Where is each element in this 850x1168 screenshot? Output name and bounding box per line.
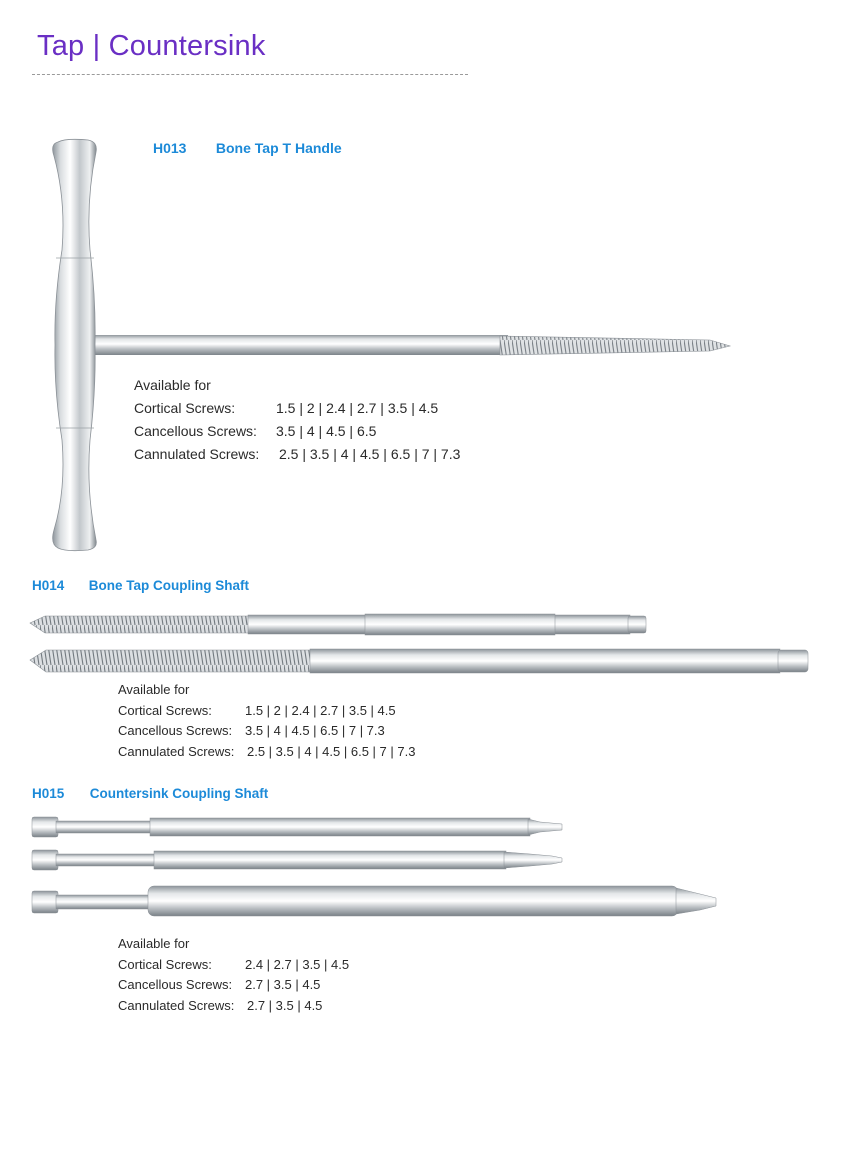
spec-label: Cannulated Screws: <box>118 743 235 759</box>
spec-row <box>134 443 460 466</box>
spec-block-h015 <box>118 934 349 1016</box>
spec-values: 3.5 | 4 | 4.5 | 6.5 <box>276 423 377 439</box>
product-name: Bone Tap T Handle <box>215 140 342 156</box>
product-code: H013 <box>153 140 187 156</box>
available-for-label: Available for <box>118 682 190 697</box>
product-code: H014 <box>32 578 65 593</box>
spec-label: Cortical Screws: <box>118 702 212 718</box>
spec-values: 1.5 | 2 | 2.4 | 2.7 | 3.5 | 4.5 <box>276 400 439 416</box>
spec-row <box>118 742 415 763</box>
spec-values: 2.7 | 3.5 | 4.5 <box>245 977 321 992</box>
spec-values: 2.5 | 3.5 | 4 | 4.5 | 6.5 | 7 | 7.3 <box>279 446 461 462</box>
spec-block-h013 <box>134 374 460 466</box>
page-title: Tap | Countersink <box>37 30 266 62</box>
spec-row <box>118 955 349 976</box>
product-heading-h014 <box>32 578 249 593</box>
product-name: Bone Tap Coupling Shaft <box>88 578 249 593</box>
spec-label: Cortical Screws: <box>134 400 236 416</box>
available-for-label: Available for <box>134 377 211 393</box>
spec-row <box>118 701 415 722</box>
spec-row <box>134 420 460 443</box>
spec-block-h014 <box>118 680 415 762</box>
spec-values: 2.5 | 3.5 | 4 | 4.5 | 6.5 | 7 | 7.3 <box>247 743 416 759</box>
spec-row <box>118 721 415 742</box>
spec-row <box>118 975 349 996</box>
spec-label: Cancellous Screws: <box>134 423 257 439</box>
spec-values: 3.5 | 4 | 4.5 | 6.5 | 7 | 7.3 <box>245 723 385 738</box>
spec-values: 2.4 | 2.7 | 3.5 | 4.5 <box>245 956 350 972</box>
available-for-label: Available for <box>118 936 190 951</box>
spec-label: Cancellous Screws: <box>118 977 233 992</box>
spec-values: 2.7 | 3.5 | 4.5 <box>247 997 323 1013</box>
spec-values: 1.5 | 2 | 2.4 | 2.7 | 3.5 | 4.5 <box>245 702 396 718</box>
spec-label: Cortical Screws: <box>118 956 212 972</box>
spec-row <box>118 996 349 1017</box>
bone-tap-coupling-shaft-image <box>0 605 850 685</box>
product-heading-h015 <box>32 786 268 801</box>
product-code: H015 <box>32 786 65 801</box>
countersink-coupling-shaft-image <box>0 810 850 920</box>
spec-label: Cannulated Screws: <box>134 446 260 462</box>
spec-row <box>134 397 460 420</box>
spec-label: Cannulated Screws: <box>118 997 235 1013</box>
product-name: Countersink Coupling Shaft <box>89 786 269 801</box>
spec-label: Cancellous Screws: <box>118 723 233 738</box>
